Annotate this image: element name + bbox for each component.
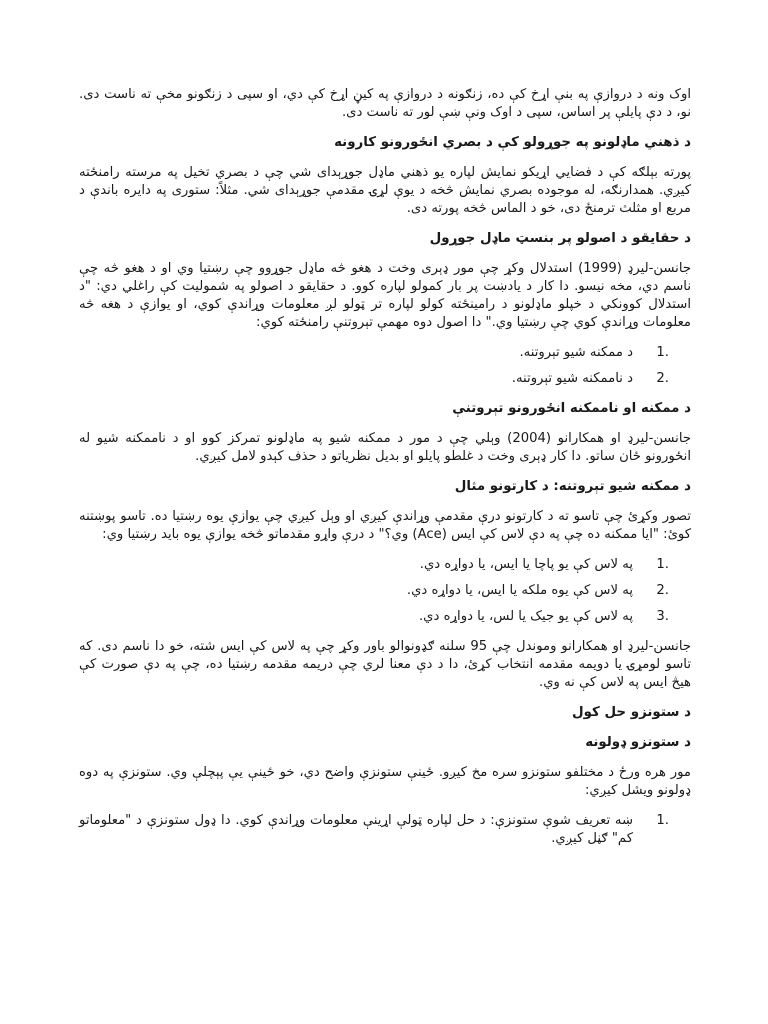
list-problem-types <box>79 812 691 848</box>
list-item-text: په لاس کې يو پاچا يا ايس، يا دواړه دي. <box>419 557 633 572</box>
paragraph-spatial-relations: پورته بېلګه کې د فضايي اړيکو نمايش لپاره يو ذهني ماډل جوړېدای شي چې د بصري تخيل په مرسته رامنځته کيږي. همدارنګه، له موجوده بصري نمايش څخه د يوې لړۍ مقدمې جوړېدای شي. مثلاً: ستوری په دايره باندې د مربع او مثلث ترمنځ دی، خو د الماس څخه پورته دی. <box>79 165 691 216</box>
list-item-text: د ممکنه شيو تېروتنه. <box>519 345 633 360</box>
heading-visual-imagery: د ذهني ماډلونو په جوړولو کې د بصري انځورونو کارونه <box>334 135 691 150</box>
heading-possible-impossible: د ممکنه او ناممکنه انځورونو تېروتنې <box>452 401 691 416</box>
paragraph-johnson-laird-1999: جانسن-ليرډ (1999) استدلال وکړ چې مور ډېری وخت د هغو څه ماډل جوړوو چې رښتيا وي او د هغو څه چې ناسم دي، مخه نيسو. دا کار د يادښت پر بار کمولو لپاره کوو. د حقايقو د اصولو په شموليت کې راغلي دي: "د استدلال کوونکي د خپلو ماډلونو د رامينځته کولو لپاره تر ټولو لږ معلومات وړاندې کوي، او يوازې د هغه څه معلومات وړاندې کوي چې رښتيا وي." دا اصول دوه مهمې تېروتنې رامنځته کوي: <box>79 261 692 330</box>
list-number: 1. <box>656 345 669 360</box>
list-item <box>79 556 691 574</box>
list-item <box>79 812 691 848</box>
list-item-text: د ناممکنه شيو تېروتنه. <box>511 371 633 386</box>
list-item-text: په لاس کې يوه ملکه يا ايس، يا دواړه دي. <box>406 583 633 598</box>
paragraph-problem-types: مور هره ورځ د مختلفو ستونزو سره مخ کيږو. ځينې ستونزې واضح دي، خو ځينې يې پېچلې وي. ستونزې په دوه ډولونو ويشل کيږي: <box>79 765 691 798</box>
paragraph-johnson-laird-2004: جانسن-ليرډ او همکارانو (2004) وېلي چې د مور د ممکنه شيو په ماډلونو تمرکز کوو او د ناممکنه شيو له انځورونو ځان ساتو. دا کار ډېری وخت د غلطو پايلو او بديل نظرياتو د حذف کېدو لامل کيږي. <box>79 431 691 464</box>
list-number: 2. <box>656 371 669 386</box>
heading-problem-solving: د ستونزو حل کول <box>572 705 691 720</box>
list-number: 3. <box>656 609 669 624</box>
list-item <box>79 370 691 388</box>
list-card-premises <box>79 556 691 626</box>
document-page <box>79 86 691 860</box>
list-number: 1. <box>656 813 669 828</box>
list-item-text: په لاس کې يو جيک يا لس، يا دواړه دي. <box>418 609 633 624</box>
paragraph-card-result: جانسن-ليرډ او همکارانو وموندل چې 95 سلنه ګډونوالو باور وکړ چې په لاس کې ايس شته، خو دا ناسم دی. که تاسو لومړۍ يا دويمه مقدمه انتخاب کړئ، دا د دې معنا لري چې دريمه مقدمه رښتيا ده، چې په دې صورت کې هيڅ ايس په لاس کې نه وي. <box>79 639 692 690</box>
heading-card-example: د ممکنه شيو تېروتنه: د کارتونو مثال <box>454 479 691 494</box>
list-fallacies <box>79 344 691 388</box>
paragraph-oak-door: اوک ونه د دروازې په بنې اړخ کې ده، زنګونه د دروازې په کيڼ اړخ کې دي، او سپی د زنګونو مخې ته ناست دی. نو، د دې پايلې پر اساس، سپی د اوک ونې ښې لور ته ناست دی. <box>79 87 691 120</box>
list-number: 1. <box>656 557 669 572</box>
list-item <box>79 582 691 600</box>
list-item <box>79 608 691 626</box>
list-item-text: ښه تعريف شوې ستونزې: د حل لپاره ټولې اړينې معلومات وړاندې کوي. دا ډول ستونزې د "معلوماتو کم" ګڼل کيږي. <box>79 813 633 846</box>
paragraph-card-premises: تصور وکړئ چې تاسو ته د کارتونو درې مقدمې وړاندې کيږي او وېل کيږي چې يوازې يوه رښتيا ده. تاسو پوښتنه کوئ: "ايا ممکنه ده چې په دې لاس کې ايس (Ace) وي؟" د درې واړو مقدماتو څخه يوازې يوه بايد رښتيا وي: <box>79 509 691 542</box>
list-item <box>79 344 691 362</box>
heading-problem-types: د ستونزو ډولونه <box>585 735 691 750</box>
list-number: 2. <box>656 583 669 598</box>
heading-truth-principle: د حقايقو د اصولو پر بنسټ ماډل جوړول <box>429 231 691 246</box>
